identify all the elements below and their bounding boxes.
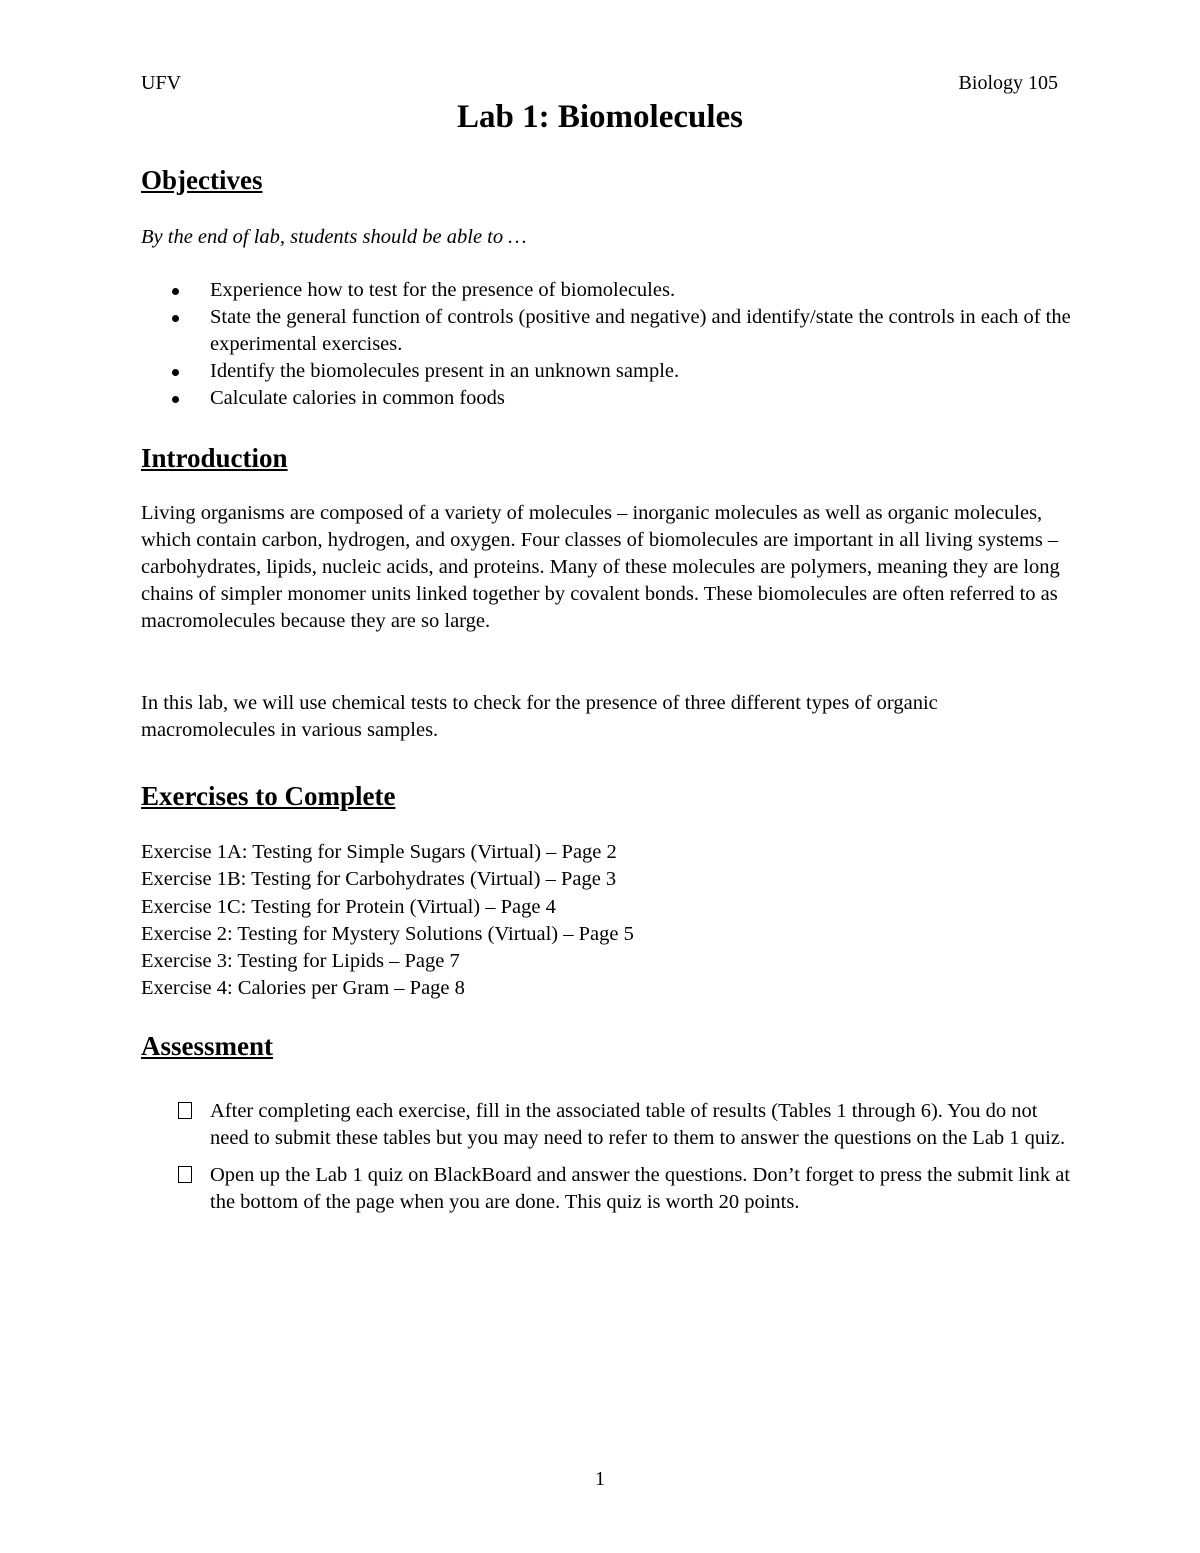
list-item: Exercise 4: Calories per Gram – Page 8 [141,977,465,1000]
bullet-dot-icon [172,369,179,376]
objectives-heading: Objectives [141,165,263,195]
objective-text: State the general function of controls (positive and negative) and identify/state the controls in each of the experimental exercises. [210,306,1071,355]
list-item: Exercise 1C: Testing for Protein (Virtual) – Page 4 [141,895,556,918]
objectives-lead: By the end of lab, students should be able to … [141,226,527,248]
list-item: Exercise 1A: Testing for Simple Sugars (Virtual) – Page 2 [141,841,617,863]
checkbox-square-icon [178,1102,192,1119]
assessment-text: Open up the Lab 1 quiz on BlackBoard and answer the questions. Don’t forget to press the submit link at the bottom of the page when you are done. This quiz is worth 20 points. [210,1164,1071,1213]
introduction-paragraph-2: In this lab, we will use chemical tests to check for the presence of three different types of organic macromolecules in various samples. [141,692,938,741]
objectives-list [141,277,1071,412]
checkbox-square-icon [178,1166,192,1183]
list-item [141,1098,1071,1152]
bullet-dot-icon [172,315,179,322]
introduction-heading: Introduction [141,443,288,473]
list-item: Exercise 1B: Testing for Carbohydrates (Virtual) – Page 3 [141,868,617,891]
objective-text: Identify the biomolecules present in an unknown sample. [210,360,680,382]
exercises-heading: Exercises to Complete [141,781,396,811]
objective-text: Experience how to test for the presence of biomolecules. [210,279,676,301]
list-item [141,304,1071,358]
list-item: Exercise 2: Testing for Mystery Solutions (Virtual) – Page 5 [141,922,634,945]
list-item [141,1162,1071,1216]
list-item [141,358,1071,385]
list-item [141,277,1071,304]
list-item [141,385,1071,412]
exercises-list [141,839,1071,1003]
introduction-paragraph-1: Living organisms are composed of a variety of molecules – inorganic molecules as well as organic molecules, which contain carbon, hydrogen, and oxygen. Four classes of biomolecules are important in all living systems – carbohydrates, lipids, nucleic acids, and proteins. Many of these molecules are polymers, meaning they are long chains of simpler monomer units linked together by covalent bonds. These biomolecules are often referred to as macromolecules because they are so large. [141,502,1060,632]
assessment-heading: Assessment [141,1031,273,1061]
assessment-text: After completing each exercise, fill in the associated table of results (Tables 1 through 6). You do not need to submit these tables but you may need to refer to them to answer the questions on the Lab 1 quiz. [210,1100,1066,1149]
page-number: 1 [595,1468,605,1490]
header-institution: UFV [141,72,182,94]
objective-text: Calculate calories in common foods [210,387,505,409]
assessment-list [141,1098,1071,1226]
page-title: Lab 1: Biomolecules [457,99,743,135]
header-course: Biology 105 [958,72,1058,94]
bullet-dot-icon [172,396,179,403]
list-item: Exercise 3: Testing for Lipids – Page 7 [141,950,460,973]
bullet-dot-icon [172,288,179,295]
